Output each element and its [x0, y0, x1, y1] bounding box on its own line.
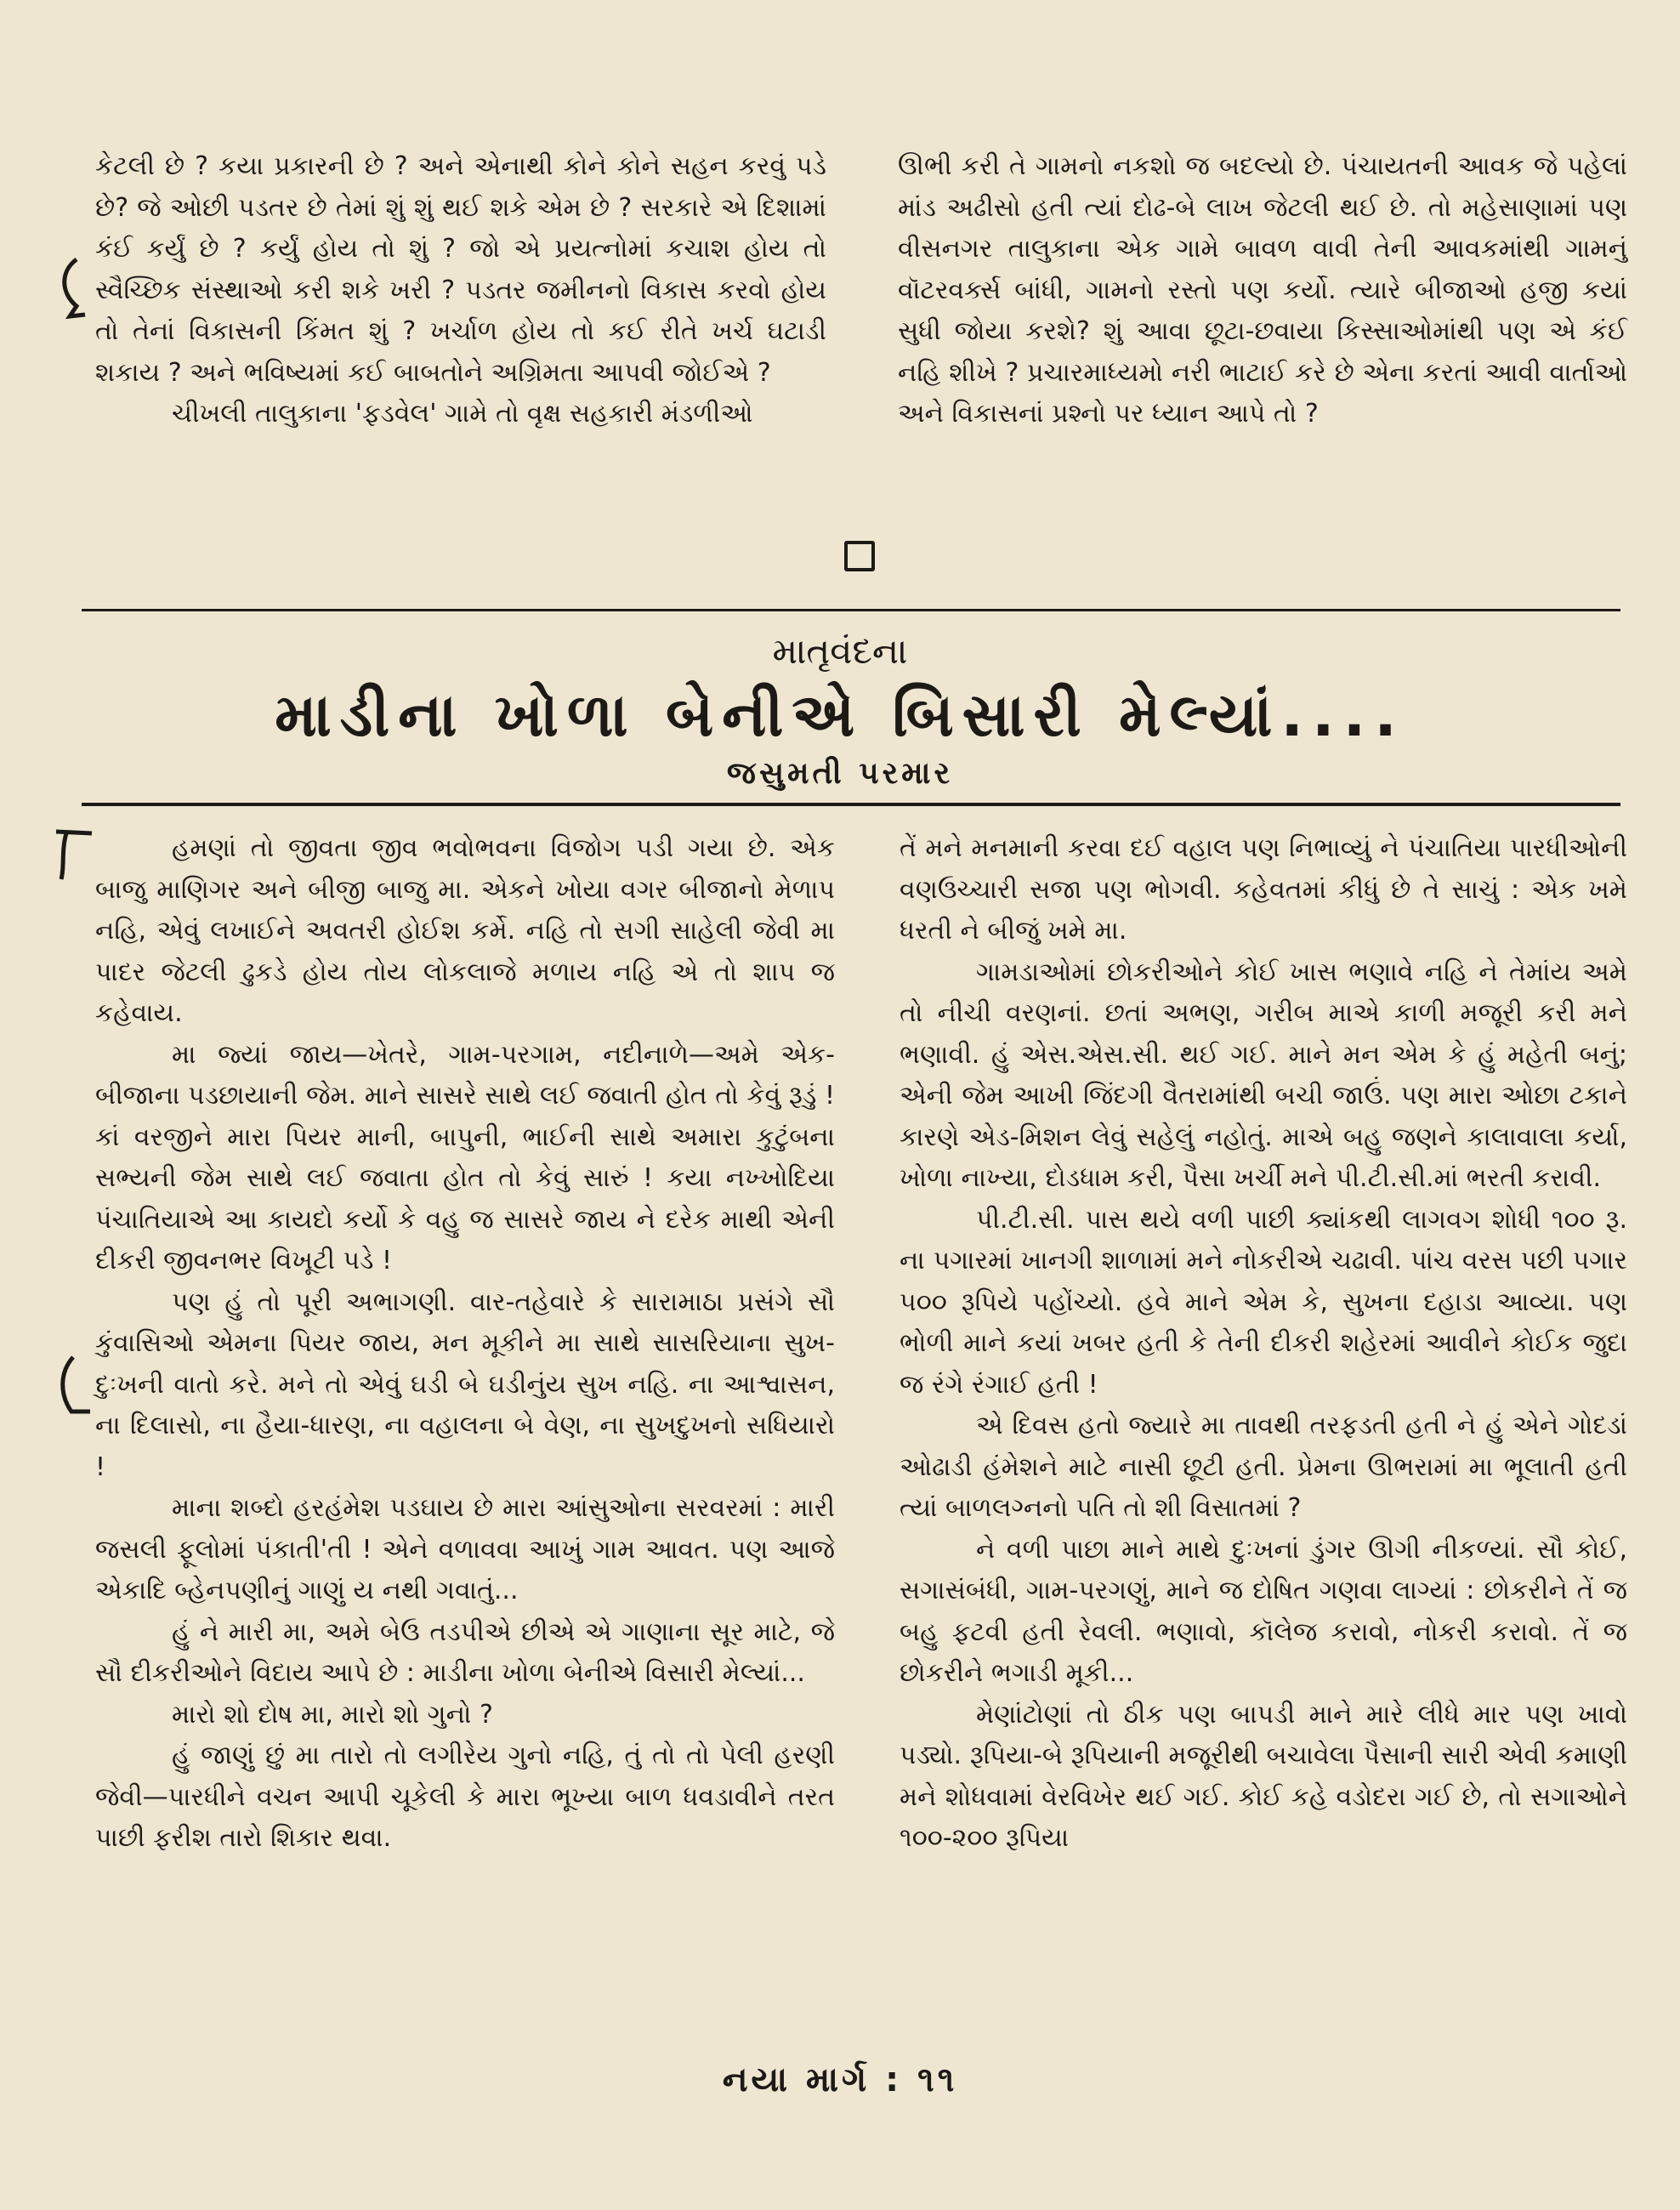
paragraph: તેં મને મનમાની કરવા દઈ વહાલ પણ નિભાવ્યું ને પંચાતિયા પારધીઓની વણઉચ્ચારી સજા પણ ભોગવી. કહેવતમાં કીધું છે તે સાચું : એક ખમે ધરતી ને બીજું ખમે મા. — [900, 833, 1627, 946]
footer-separator: : — [885, 2060, 903, 2099]
paragraph: પી.ટી.સી. પાસ થયે વળી પાછી ક્યાંકથી લાગવગ શોધી ૧૦૦ રૂ. ના પગારમાં ખાનગી શાળામાં મને નોકરીએ ચઢાવી. પાંચ વરસ પછી પગાર ૫૦૦ રૂપિયે પહોંચ્યો. હવે માને એમ કે, સુખના દહાડા આવ્યા. પણ ભોળી માને કયાં ખબર હતી કે તેની દીકરી શહેરમાં આવીને કોઈક જુદા જ રંગે રંગાઈ હતી ! — [900, 1204, 1627, 1400]
paragraph: હું જાણું છું મા તારો તો લગીરેય ગુનો નહિ, તું તો તો પેલી હરણી જેવી—પારધીને વચન આપી ચૂકેલી કે મારા ભૂખ્યા બાળ ધવડાવીને તરત પાછી ફરીશ તારો શિકાર થવા. — [95, 1741, 835, 1853]
continued-text-left — [95, 146, 826, 435]
article-title: માડીના ખોળા બેનીએ બિસારી મેલ્યાં.... — [275, 680, 1405, 750]
article-column-right — [900, 828, 1627, 1860]
paragraph: હમણાં તો જીવતા જીવ ભવોભવના વિજોગ પડી ગયા છે. એક બાજુ માણિગર અને બીજી બાજુ મા. એકને ખોયા વગર બીજાનો મેળાપ નહિ, એવું લખાઈને અવતરી હોઈશ કર્મે. નહિ તો સગી સાહેલી જેવી મા પાદર જેટલી ઢુકડે હોય તોય લોકલાજે મળાય નહિ એ તો શાપ જ કહેવાય. — [95, 833, 835, 1028]
bracket-mark-icon — [51, 255, 94, 323]
article-author: જસુમતી પરમાર — [726, 756, 954, 791]
page-footer — [0, 2054, 1680, 2105]
bracket-mark-icon — [48, 1352, 99, 1420]
article-kicker: માતૃવંદના — [772, 630, 908, 672]
section-divider-bottom — [82, 803, 1620, 806]
bracket-mark-icon — [49, 825, 100, 884]
paragraph: મા જ્યાં જાય—ખેતરે, ગામ-પરગામ, નદીનાળે—અમે એક-બીજાના પડછાયાની જેમ. માને સાસરે સાથે લઈ જવાતી હોત તો કેવું રૂડું ! કાં વરજીને મારા પિયર માની, બાપુની, ભાઈની સાથે અમારા કુટુંબના સભ્યની જેમ સાથે લઈ જવાતા હોત તો કેવું સારું ! કયા નખ્ખોદિયા પંચાતિયાએ આ કાયદો કર્યો કે વહુ જ સાસરે જાય ને દરેક માથી એની દીકરી જીવનભર વિખૂટી પડે ! — [95, 1039, 835, 1275]
section-divider-top — [82, 609, 1620, 611]
paragraph: કેટલી છે ? કયા પ્રકારની છે ? અને એનાથી કોને કોને સહન કરવું પડે છે? જે ઓછી પડતર છે તેમાં શું શું થઈ શકે એમ છે ? સરકારે એ દિશામાં કંઈ કર્યું છે ? કર્યું હોય તો શું ? જો એ પ્રયત્નોમાં કચાશ હોય તો સ્વૈચ્છિક સંસ્થાઓ કરી શકે ખરી ? પડતર જમીનનો વિકાસ કરવો હોય તો તેનાં વિકાસની કિંમત શું ? ખર્ચાળ હોય તો કઈ રીતે ખર્ચ ઘટાડી શકાય ? અને ભવિષ્યમાં કઈ બાબતોને અગ્રિમતા આપવી જોઈએ ? — [95, 151, 826, 388]
paragraph: પણ હું તો પૂરી અભાગણી. વાર-તહેવારે કે સારામાઠા પ્રસંગે સૌ કુંવાસિઓ એમના પિયર જાય, મન મૂકીને મા સાથે સાસરિયાના સુખ-દુઃખની વાતો કરે. મને તો એવું ઘડી બે ઘડીનુંય સુખ નહિ. ના આશ્વાસન, ના દિલાસો, ના હૈયા-ધારણ, ના વહાલના બે વેણ, ના સુખદુખનો સધિયારો ! — [95, 1287, 835, 1482]
continued-text-right — [898, 146, 1627, 435]
paragraph: હું ને મારી મા, અમે બેઉ તડપીએ છીએ એ ગાણાના સૂર માટે, જે સૌ દીકરીઓને વિદાય આપે છે : માડીના ખોળા બેનીએ વિસારી મેલ્યાં... — [95, 1616, 835, 1688]
article-column-left — [95, 828, 835, 1860]
paragraph: ને વળી પાછા માને માથે દુઃખનાં ડુંગર ઊગી નીકળ્યાં. સૌ કોઈ, સગાસંબંધી, ગામ-પરગણું, માને જ દોષિત ગણવા લાગ્યાં : છોકરીને તેં જ બહુ ફટવી હતી રેવલી. ભણાવો, કૉલેજ કરાવો, નોકરી કરાવો. તેં જ છોકરીને ભગાડી મૂકી... — [900, 1534, 1627, 1688]
paragraph: ગામડાઓમાં છોકરીઓને કોઈ ખાસ ભણાવે નહિ ને તેમાંય અમે તો નીચી વરણનાં. છતાં અભણ, ગરીબ માએ કાળી મજૂરી કરી મને ભણાવી. હું એસ.એસ.સી. થઈ ગઈ. માને મન એમ કે હું મહેતી બનું; એની જેમ આખી જિંદગી વૈતરામાંથી બચી જાઉં. પણ મારા ઓછા ટકાને કારણે એડ-મિશન લેવું સહેલું નહોતું. માએ બહુ જણને કાલાવાલા કર્યા, ખોળા નાખ્યા, દોડધામ કરી, પૈસા ખર્ચી મને પી.ટી.સી.માં ભરતી કરાવી. — [900, 957, 1627, 1193]
end-of-article-mark — [844, 541, 875, 571]
paragraph: મારો શો દોષ મા, મારો શો ગુનો ? — [172, 1699, 493, 1730]
paragraph: ઊભી કરી તે ગામનો નકશો જ બદલ્યો છે. પંચાયતની આવક જે પહેલાં માંડ અઢીસો હતી ત્યાં દોઢ-બે લાખ જેટલી થઈ છે. તો મહેસાણામાં પણ વીસનગર તાલુકાના એક ગામે બાવળ વાવી તેની આવકમાંથી ગામનું વૉટરવર્ક્સ બાંધી, ગામનો રસ્તો પણ કર્યો. ત્યારે બીજાઓ હજી કયાં સુધી જોયા કરશે? શું આવા છૂટા-છવાયા કિસ્સાઓમાંથી પણ એ કંઈ નહિ શીખે ? પ્રચારમાધ્યમો નરી ભાટાઈ કરે છે એના કરતાં આવી વાર્તાઓ અને વિકાસનાં પ્રશ્નો પર ધ્યાન આપે તો ? — [898, 151, 1627, 429]
paragraph: માના શબ્દો હરહંમેશ પડઘાય છે મારા આંસુઓના સરવરમાં : મારી જસલી ફૂલોમાં પંકાતી'તી ! એને વળાવવા આખું ગામ આવત. પણ આજે એકાદિ બ્હેનપણીનું ગાણું ય નથી ગવાતું... — [95, 1493, 835, 1605]
page-number: ૧૧ — [917, 2060, 958, 2099]
magazine-name: નયા માર્ગ — [722, 2060, 871, 2099]
paragraph: ચીખલી તાલુકાના 'ફડવેલ' ગામે તો વૃક્ષ સહકારી મંડળીઓ — [172, 399, 753, 429]
paragraph: એ દિવસ હતો જ્યારે મા તાવથી તરફડતી હતી ને હું એને ગોદડાં ઓઢાડી હંમેશને માટે નાસી છૂટી હતી. પ્રેમના ઊભરામાં મા ભૂલાતી હતી ત્યાં બાળલગ્નનો પતિ તો શી વિસાતમાં ? — [900, 1411, 1627, 1523]
paragraph: મેણાંટોણાં તો ઠીક પણ બાપડી માને મારે લીધે માર પણ ખાવો પડ્યો. રૂપિયા-બે રૂપિયાની મજૂરીથી બચાવેલા પૈસાની સારી એવી કમાણી મને શોધવામાં વેરવિખેર થઈ ગઈ. કોઈ કહે વડોદરા ગઈ છે, તો સગાઓને ૧૦૦-૨૦૦ રૂપિયા — [900, 1699, 1627, 1853]
